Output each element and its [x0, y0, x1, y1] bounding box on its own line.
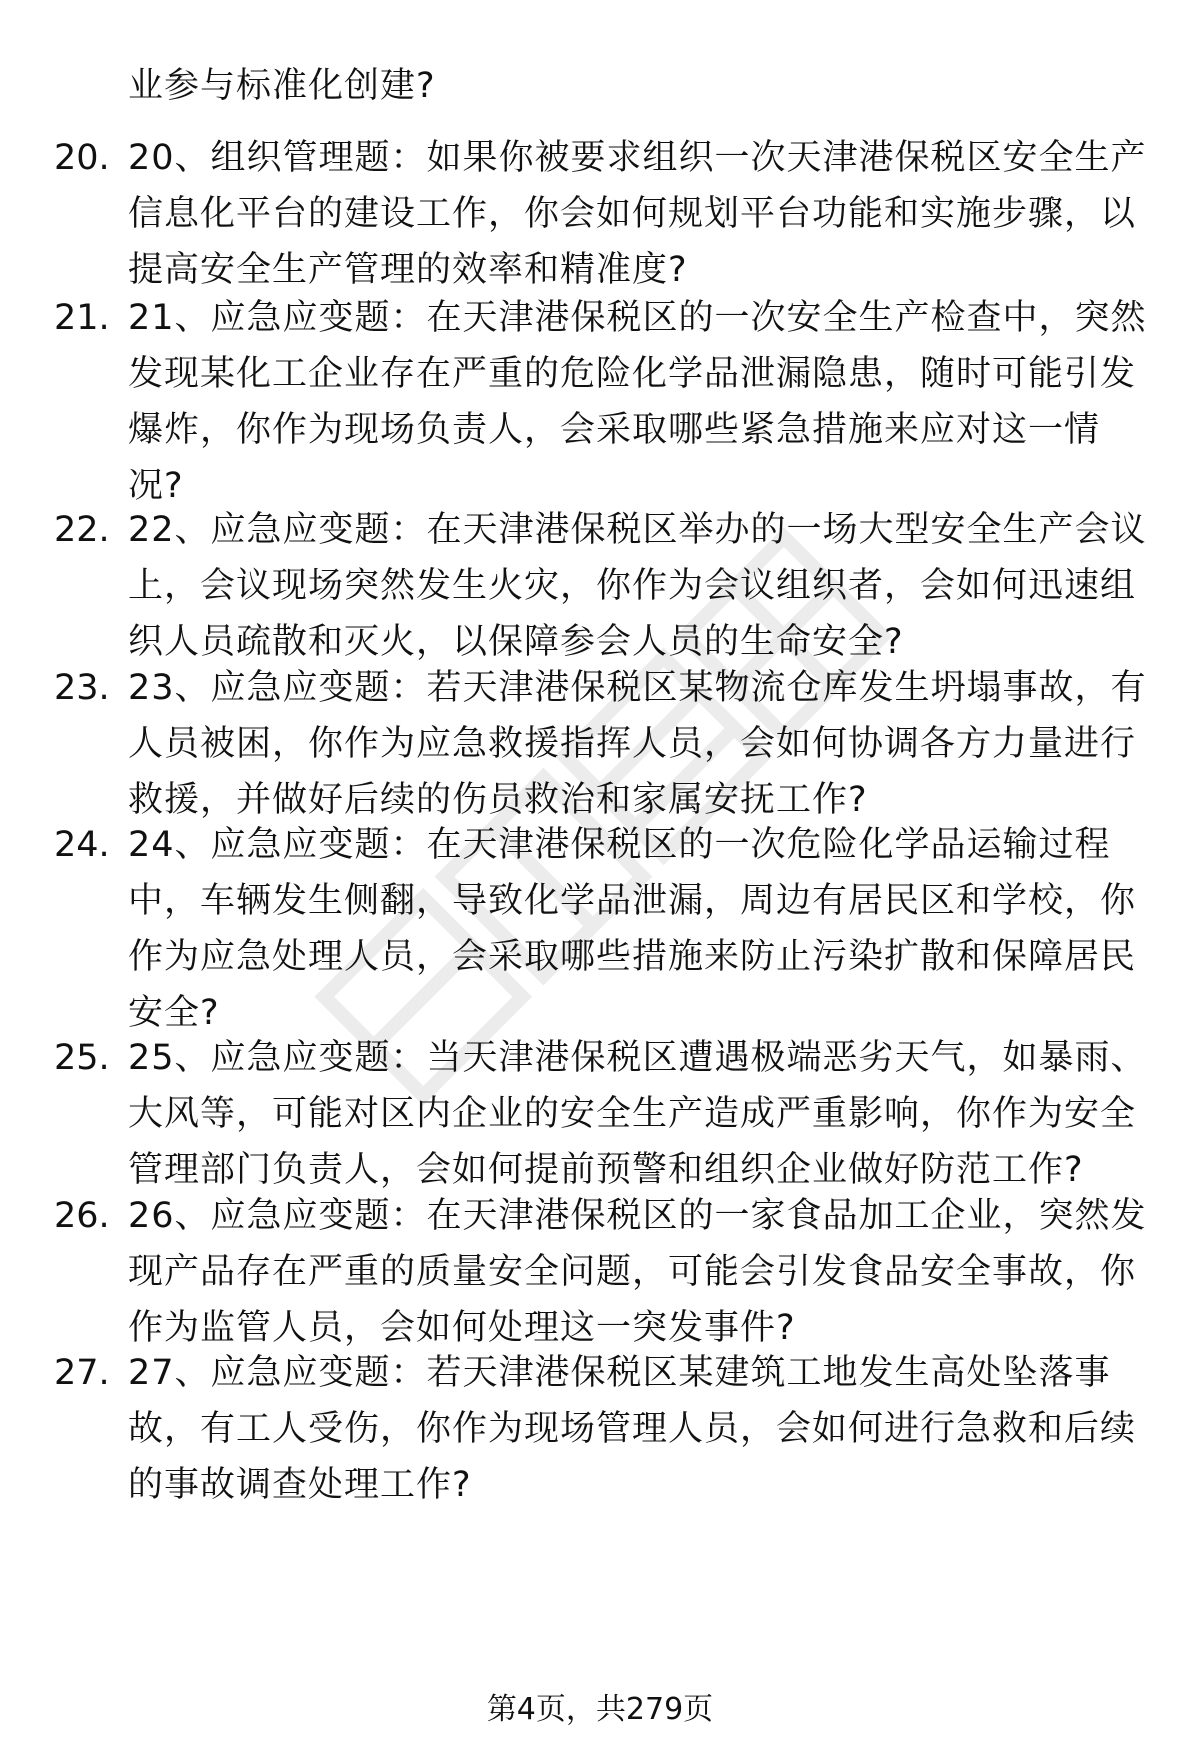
question-text [128, 660, 1148, 828]
question-line: 管理部门负责人，会如何提前预警和组织企业做好防范工作? [128, 1150, 1084, 1190]
question-line: 安全? [128, 993, 220, 1033]
question-line: 中，车辆发生侧翻，导致化学品泄漏，周边有居民区和学校，你 [128, 881, 1137, 921]
question-text [128, 817, 1148, 1041]
question-text [128, 502, 1148, 670]
question-line: 作为监管人员，会如何处理这一突发事件? [128, 1308, 796, 1348]
continuation-text: 业参与标准化创建? [128, 66, 436, 106]
question-number: 24. [54, 825, 110, 865]
question-number: 25. [54, 1038, 110, 1078]
question-line: 信息化平台的建设工作，你会如何规划平台功能和实施步骤，以 [128, 194, 1137, 234]
question-text [128, 290, 1148, 514]
question-number: 20. [54, 138, 110, 178]
question-line: 况? [128, 466, 184, 506]
question-line: 发现某化工企业存在严重的危险化学品泄漏隐患，随时可能引发 [128, 354, 1137, 394]
question-line: 大风等，可能对区内企业的安全生产造成严重影响，你作为安全 [128, 1094, 1137, 1134]
question-number: 26. [54, 1196, 110, 1236]
question-line: 上，会议现场突然发生火灾，你作为会议组织者，会如何迅速组 [128, 566, 1137, 606]
question-number: 22. [54, 510, 110, 550]
question-line: 27、应急应变题：若天津港保税区某建筑工地发生高处坠落事 [128, 1353, 1111, 1393]
question-line: 21、应急应变题：在天津港保税区的一次安全生产检查中，突然 [128, 298, 1147, 338]
question-line: 22、应急应变题：在天津港保税区举办的一场大型安全生产会议 [128, 510, 1147, 550]
question-line: 救援，并做好后续的伤员救治和家属安抚工作? [128, 780, 868, 820]
question-line: 人员被困，你作为应急救援指挥人员，会如何协调各方力量进行 [128, 724, 1137, 764]
question-line: 爆炸，你作为现场负责人，会采取哪些紧急措施来应对这一情 [128, 410, 1101, 450]
question-number: 27. [54, 1353, 110, 1393]
page-footer: 第4页，共279页 [486, 1692, 714, 1727]
question-line: 现产品存在严重的质量安全问题，可能会引发食品安全事故，你 [128, 1252, 1137, 1292]
question-line: 26、应急应变题：在天津港保税区的一家食品加工企业，突然发 [128, 1196, 1147, 1236]
question-text [128, 1030, 1148, 1198]
question-text [128, 1345, 1148, 1513]
question-line: 故，有工人受伤，你作为现场管理人员，会如何进行急救和后续 [128, 1409, 1137, 1449]
question-line: 20、组织管理题：如果你被要求组织一次天津港保税区安全生产 [128, 138, 1147, 178]
question-text [128, 130, 1148, 298]
question-line: 织人员疏散和灭火，以保障参会人员的生命安全? [128, 622, 904, 662]
question-number: 23. [54, 668, 110, 708]
question-text [128, 1188, 1148, 1356]
question-line: 23、应急应变题：若天津港保税区某物流仓库发生坍塌事故，有 [128, 668, 1147, 708]
question-line: 提高安全生产管理的效率和精准度? [128, 250, 688, 290]
question-line: 作为应急处理人员，会采取哪些措施来防止污染扩散和保障居民 [128, 937, 1137, 977]
question-line: 24、应急应变题：在天津港保税区的一次危险化学品运输过程 [128, 825, 1111, 865]
question-line: 25、应急应变题：当天津港保税区遭遇极端恶劣天气，如暴雨、 [128, 1038, 1147, 1078]
question-number: 21. [54, 298, 110, 338]
question-line: 的事故调查处理工作? [128, 1465, 472, 1505]
